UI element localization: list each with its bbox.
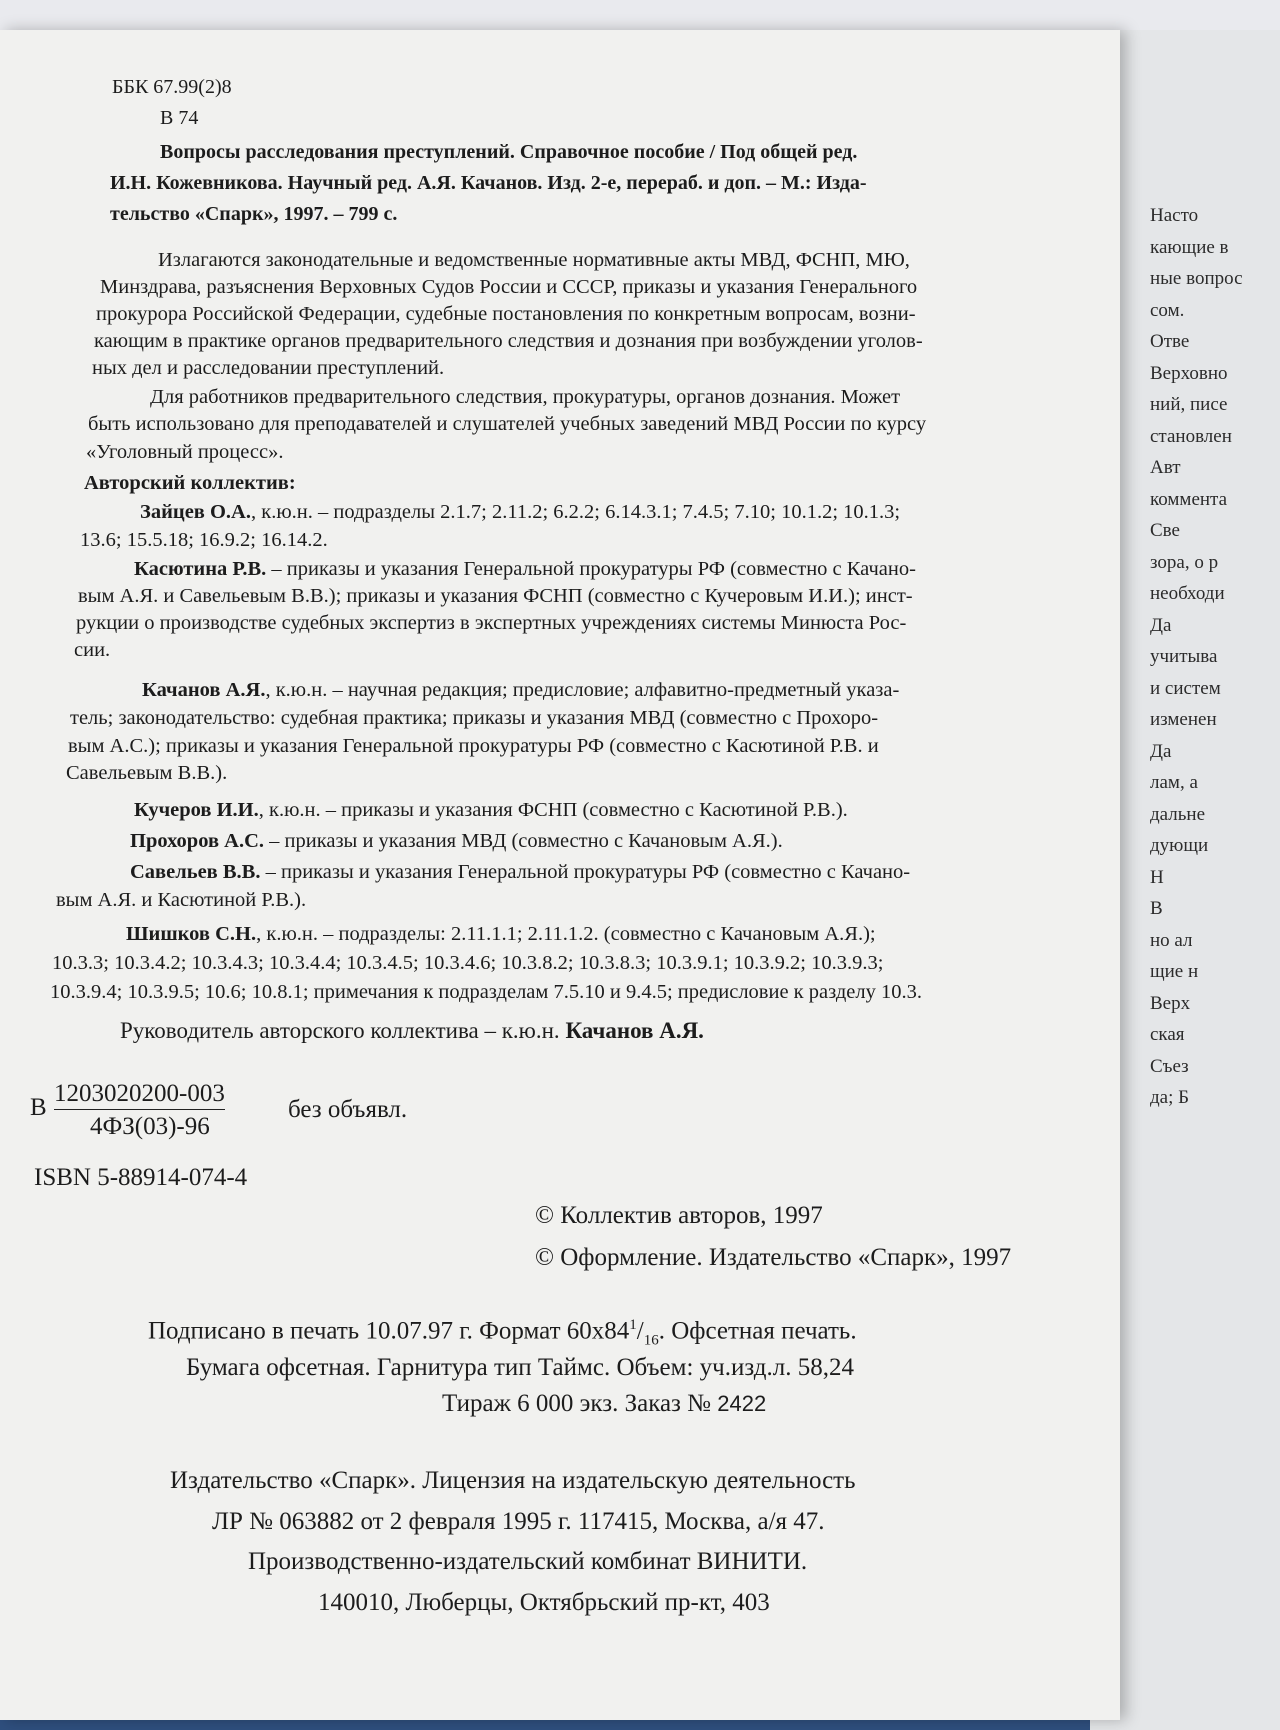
- annotation-line: Для работников предварительного следствия, прокуратуры, органов дознания. Может: [150, 386, 901, 408]
- next-page-fragment: Н: [1150, 866, 1164, 888]
- index-suffix: без объявл.: [288, 1096, 408, 1123]
- publisher-line: Издательство «Спарк». Лицензия на издательскую деятельность: [170, 1467, 856, 1494]
- author-description: 10.3.9.4; 10.3.9.5; 10.6; 10.8.1; примечания к подразделам 7.5.10 и 9.4.5; предисловие к разделу 10.3.: [50, 981, 922, 1003]
- author-entry: [142, 677, 899, 704]
- copyright-line: © Коллектив авторов, 1997: [535, 1202, 823, 1229]
- head-name: Качанов А.Я.: [565, 1018, 704, 1043]
- format-sup: 1: [629, 1317, 637, 1333]
- author-name: Савельев В.В.: [130, 861, 261, 883]
- author-description: 10.3.3; 10.3.4.2; 10.3.4.3; 10.3.4.4; 10.3.4.5; 10.3.4.6; 10.3.8.2; 10.3.8.3; 10.3.9.1; 10.3.9.2; 10.3.9.3;: [52, 952, 884, 974]
- next-page-fragment: Верх: [1150, 992, 1191, 1014]
- next-page-fragment: коммента: [1150, 488, 1228, 510]
- author-description: Савельевым В.В.).: [66, 762, 228, 784]
- author-description: вым А.Я. и Савельевым В.В.); приказы и указания ФСНП (совместно с Кучеровым И.И.); инст-: [78, 585, 913, 607]
- next-page-fragment: дальне: [1150, 803, 1206, 825]
- author-name: Шишков С.Н.: [126, 923, 257, 945]
- next-page-fragment: В: [1150, 898, 1163, 919]
- bbk-code: ББК 67.99(2)8: [112, 76, 232, 98]
- index-numerator: 1203020200-003: [54, 1080, 225, 1110]
- author-description: , к.ю.н. – подразделы 2.1.7; 2.11.2; 6.2.2; 6.14.3.1; 7.4.5; 7.10; 10.1.2; 10.1.3;: [251, 501, 901, 523]
- author-description: – приказы и указания МВД (совместно с Качановым А.Я.).: [264, 830, 783, 852]
- author-entry: [140, 499, 900, 526]
- index-prefix: В: [30, 1094, 47, 1121]
- author-description: – приказы и указания Генеральной прокуратуры РФ (совместно с Качано-: [266, 558, 916, 580]
- background-page-edge: [0, 0, 1280, 34]
- author-entry: [134, 797, 848, 824]
- annotation-line: Излагаются законодательные и ведомственные нормативные акты МВД, ФСНП, МЮ,: [158, 249, 910, 271]
- head-of-collective: [120, 1018, 704, 1044]
- next-page-fragment: Да: [1150, 740, 1172, 762]
- isbn: ISBN 5-88914-074-4: [34, 1164, 248, 1191]
- author-mark: В 74: [160, 107, 199, 129]
- publisher-line: Производственно-издательский комбинат ВИНИТИ.: [248, 1548, 808, 1575]
- author-description: вым А.Я. и Касютиной Р.В.).: [56, 889, 307, 911]
- next-page-fragment: да; Б: [1150, 1087, 1190, 1108]
- format-sub: 16: [643, 1332, 659, 1349]
- print-info-line: [442, 1390, 766, 1418]
- title-line: Вопросы расследования преступлений. Справочное пособие / Под общей ред.: [160, 141, 858, 163]
- next-page-fragment: становлен: [1150, 425, 1232, 447]
- annotation-line: прокурора Российской Федерации, судебные постановления по конкретным вопросам, возни-: [96, 303, 916, 325]
- author-description: сии.: [74, 639, 111, 661]
- next-page-fragment: лам, а: [1150, 772, 1198, 793]
- head-label: Руководитель авторского коллектива – к.ю.н.: [120, 1018, 566, 1043]
- next-page-fragment: изменен: [1150, 709, 1217, 730]
- author-entry: [126, 921, 876, 948]
- next-page-fragment: Верховно: [1150, 362, 1228, 384]
- next-page-fragment: Съез: [1150, 1055, 1189, 1077]
- author-description: 13.6; 15.5.18; 16.9.2; 16.14.2.: [80, 529, 328, 551]
- next-page-fragment: ные вопрос: [1150, 268, 1243, 289]
- author-description: – приказы и указания Генеральной прокуратуры РФ (совместно с Качано-: [260, 861, 911, 883]
- author-name: Качанов А.Я.: [142, 679, 266, 701]
- next-page-fragment: Отве: [1150, 331, 1190, 352]
- next-page-fragment: Авт: [1150, 457, 1181, 478]
- publisher-line: 140010, Люберцы, Октябрьский пр-кт, 403: [318, 1589, 770, 1616]
- copyright-line: © Оформление. Издательство «Спарк», 1997: [535, 1244, 1012, 1271]
- next-page-fragment: кающие в: [1150, 236, 1229, 258]
- next-page-fragment: Све: [1150, 520, 1180, 541]
- next-page-fragment: ская: [1150, 1024, 1185, 1045]
- author-description: рукции о производстве судебных экспертиз в экспертных учреждениях системы Минюста Рос-: [76, 612, 907, 634]
- publisher-line: ЛР № 063882 от 2 февраля 1995 г. 117415, Москва, а/я 47.: [212, 1508, 825, 1535]
- next-page-text: [1150, 200, 1280, 1114]
- annotation-line: быть использовано для преподавателей и слушателей учебных заведений МВД России по курсу: [88, 413, 927, 435]
- next-page-fragment: зора, о р: [1150, 551, 1219, 573]
- next-page-fragment: ний, писе: [1150, 394, 1228, 415]
- annotation-line: ных дел и расследовании преступлений.: [92, 357, 445, 379]
- print-signed: Подписано в печать 10.07.97 г. Формат 60х84: [148, 1317, 630, 1345]
- author-name: Кучеров И.И.: [134, 799, 259, 821]
- next-page-fragment: необходи: [1150, 583, 1225, 604]
- author-name: Зайцев О.А.: [140, 501, 251, 523]
- print-method: . Офсетная печать.: [658, 1317, 857, 1345]
- author-name: Прохоров А.С.: [130, 830, 265, 852]
- authors-heading: Авторский коллектив:: [84, 472, 296, 494]
- title-line: И.Н. Кожевникова. Научный ред. А.Я. Качанов. Изд. 2-е, перераб. и доп. – М.: Изда-: [110, 172, 867, 194]
- order-number: 2422: [717, 1391, 767, 1416]
- author-entry: [130, 828, 783, 855]
- next-page-fragment: учитыва: [1150, 646, 1218, 667]
- author-description: , к.ю.н. – приказы и указания ФСНП (совместно с Касютиной Р.В.).: [258, 799, 848, 821]
- annotation-line: кающим в практике органов предварительного следствия и дознания при возбуждении уголов-: [94, 330, 923, 352]
- print-info-line: Бумага офсетная. Гарнитура тип Таймс. Объем: уч.изд.л. 58,24: [186, 1354, 854, 1381]
- author-description: , к.ю.н. – научная редакция; предисловие; алфавитно-предметный указа-: [265, 679, 900, 701]
- print-info-line: Подписано в печать 10.07.97 г. Формат $60х84^1/_{16}$. Офсетная печать.: [148, 1317, 857, 1349]
- annotation-line: Минздрава, разъяснения Верховных Судов России и СССР, приказы и указания Генерального: [100, 276, 918, 298]
- title-line: тельство «Спарк», 1997. – 799 с.: [110, 203, 398, 225]
- author-entry: [130, 859, 910, 886]
- author-description: тель; законодательство: судебная практика; приказы и указания МВД (совместно с Прохоро-: [70, 707, 879, 729]
- annotation-line: «Уголовный процесс».: [86, 441, 284, 463]
- next-page-fragment: сом.: [1150, 299, 1185, 321]
- next-page-fragment: щие н: [1150, 961, 1199, 982]
- author-name: Касютина Р.В.: [134, 558, 267, 580]
- next-page-fragment: и систем: [1150, 677, 1221, 699]
- next-page-fragment: Да: [1150, 614, 1172, 636]
- print-run: Тираж 6 000 экз. Заказ №: [442, 1390, 718, 1417]
- next-page-fragment: дующи: [1150, 835, 1209, 856]
- next-page-fragment: но ал: [1150, 929, 1193, 951]
- author-description: , к.ю.н. – подразделы: 2.11.1.1; 2.11.1.2. (совместно с Качановым А.Я.);: [256, 923, 876, 945]
- author-description: вым А.С.); приказы и указания Генеральной прокуратуры РФ (совместно с Касютиной Р.В. и: [68, 735, 879, 757]
- author-entry: [134, 556, 916, 583]
- index-denominator: 4ФЗ(03)-96: [90, 1113, 210, 1140]
- next-page-fragment: Насто: [1150, 205, 1199, 226]
